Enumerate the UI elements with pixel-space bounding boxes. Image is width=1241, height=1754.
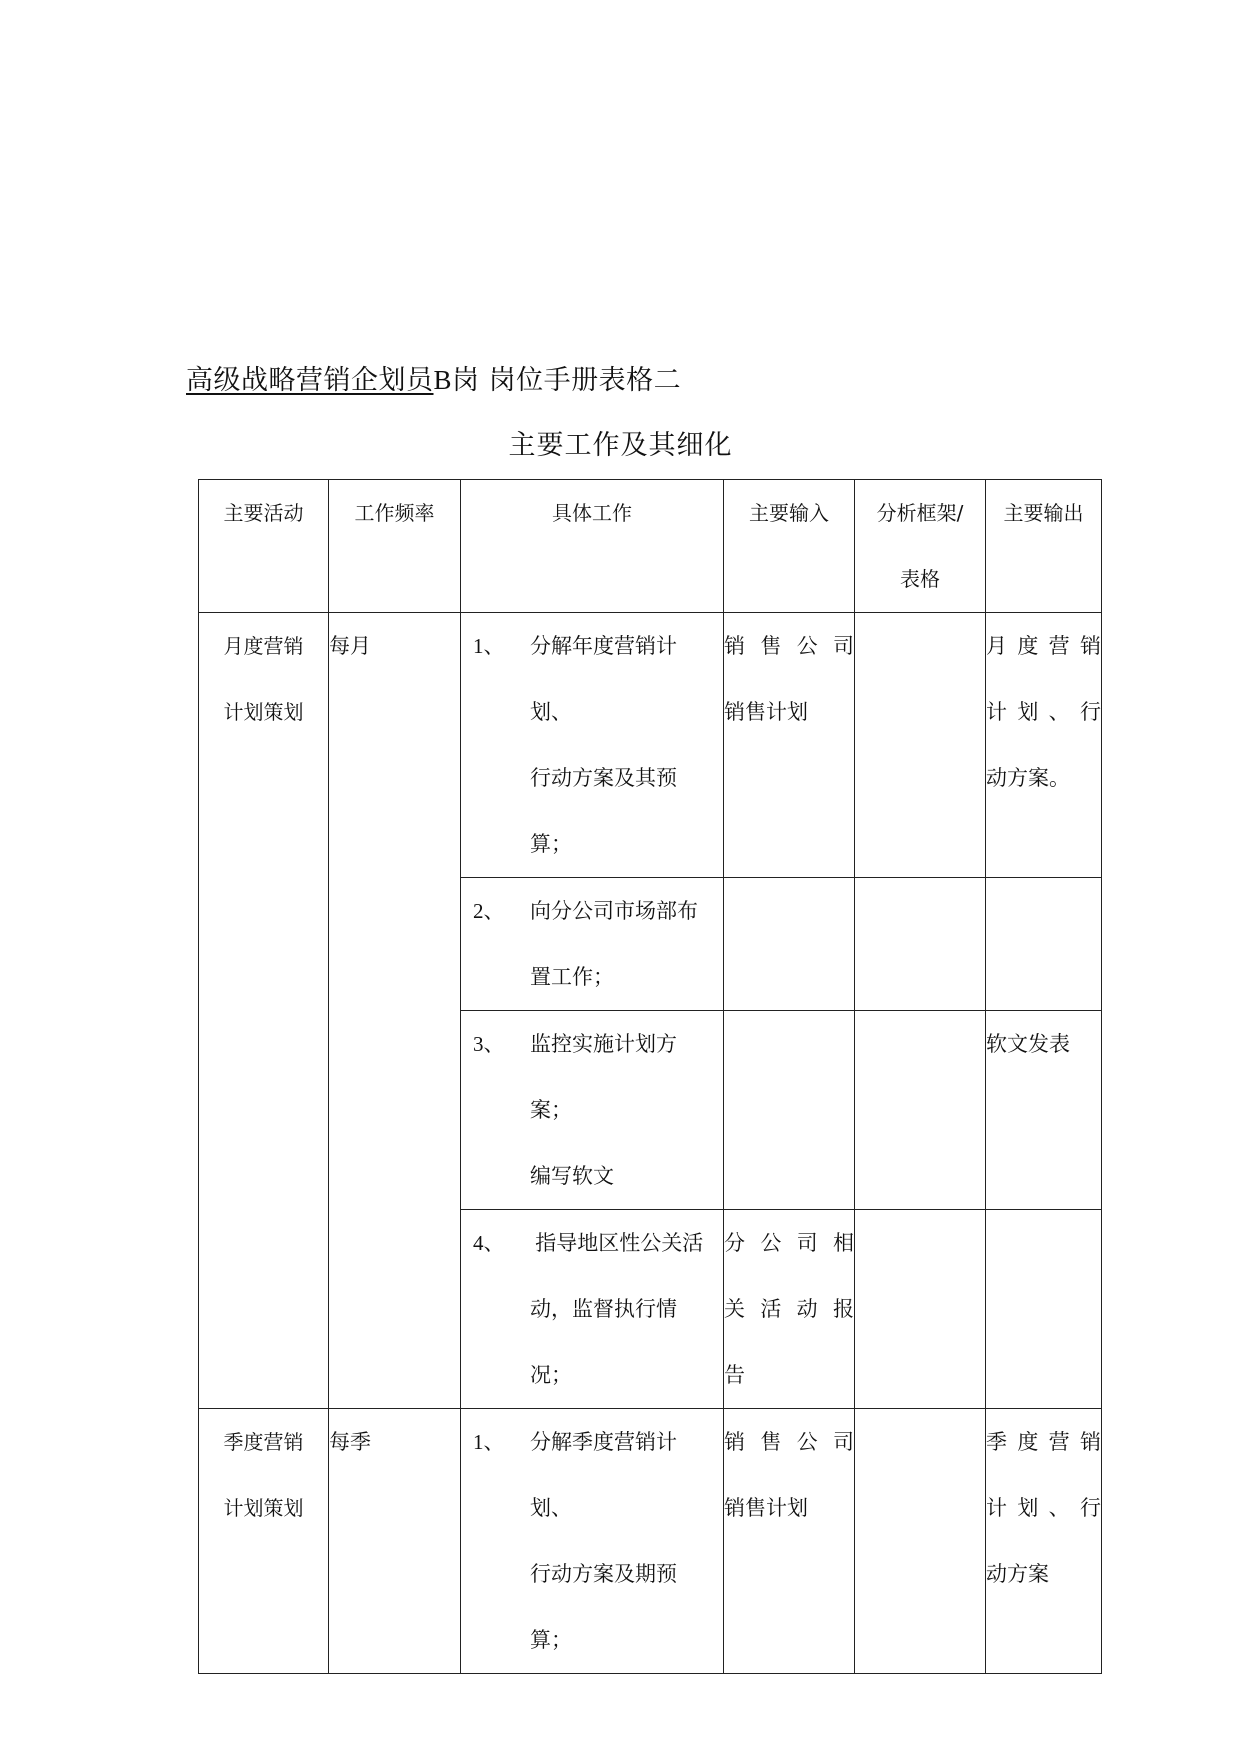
- output-cell: [986, 878, 1102, 1011]
- header-frequency: 工作频率: [329, 480, 461, 613]
- section-title: 主要工作及其细化: [508, 430, 733, 461]
- input-cell: [724, 1210, 855, 1409]
- activity-line: 季度营销: [223, 1430, 304, 1454]
- output-cell: [986, 1011, 1102, 1210]
- header-work: 具体工作: [461, 480, 724, 613]
- task-number: 1、: [473, 634, 505, 658]
- document-title-rest: 岗 岗位手册表格二: [452, 365, 682, 396]
- task-line: 动，监督执行情况；: [530, 1297, 677, 1387]
- task-line: 分解季度营销计划、: [530, 1430, 677, 1520]
- framework-cell: [855, 1210, 986, 1409]
- task-line: 行动方案及期预: [530, 1562, 677, 1586]
- header-framework-line2: 表格: [900, 567, 940, 591]
- input-cell: [724, 1011, 855, 1210]
- output-line: 计划、行: [986, 1496, 1101, 1520]
- work-cell: [461, 1011, 724, 1210]
- document-title: [186, 362, 681, 399]
- frequency-cell: 每季: [329, 1409, 461, 1674]
- work-cell: [461, 1210, 724, 1409]
- input-cell: [724, 1409, 855, 1674]
- table-header-row: [199, 480, 1102, 613]
- task-line: 分解年度营销计划、: [530, 634, 677, 724]
- work-cell: [461, 613, 724, 878]
- task-number: 1、: [473, 1430, 505, 1454]
- input-line: 销售公司: [724, 634, 854, 658]
- framework-cell: [855, 613, 986, 878]
- output-cell: [986, 1409, 1102, 1674]
- task-number: 3、: [473, 1032, 505, 1056]
- output-line: 动方案: [986, 1562, 1049, 1586]
- task-line: 置工作；: [530, 965, 614, 989]
- output-line: 动方案。: [986, 766, 1070, 790]
- activity-line: 计划策划: [223, 700, 304, 724]
- document-title-underlined: 高级战略营销企划员: [186, 365, 434, 396]
- table-row: [199, 1409, 1102, 1674]
- work-cell: [461, 878, 724, 1011]
- header-framework-line1: 分析框架/: [876, 501, 964, 525]
- activity-line: 计划策划: [223, 1496, 304, 1520]
- output-line: 月度营销: [986, 634, 1101, 658]
- task-line: 编写软文: [530, 1164, 614, 1188]
- task-line: 监控实施计划方案；: [530, 1032, 677, 1122]
- document-title-latin: B: [433, 365, 453, 395]
- output-cell: [986, 613, 1102, 878]
- input-line: 销售公司: [724, 1430, 854, 1454]
- framework-cell: [855, 1011, 986, 1210]
- task-line: 指导地区性公关活: [530, 1231, 704, 1255]
- task-line: 算；: [530, 832, 572, 856]
- header-input: 主要输入: [724, 480, 855, 613]
- work-breakdown-table: [198, 479, 1102, 1674]
- output-line: 计划、行: [986, 700, 1101, 724]
- work-cell: [461, 1409, 724, 1674]
- input-line: 分公司相: [724, 1231, 854, 1255]
- table-row: [199, 613, 1102, 878]
- activity-line: 月度营销: [223, 634, 304, 658]
- output-line: 软文发表: [986, 1032, 1070, 1056]
- framework-cell: [855, 878, 986, 1011]
- header-output: 主要输出: [986, 480, 1102, 613]
- input-cell: [724, 878, 855, 1011]
- task-line: 行动方案及其预: [530, 766, 677, 790]
- input-line: 销售计划: [724, 1496, 808, 1520]
- activity-cell: [199, 1409, 329, 1674]
- task-number: 4、: [473, 1231, 505, 1255]
- task-line: 向分公司市场部布: [530, 899, 698, 923]
- input-line: 关活动报: [724, 1297, 854, 1321]
- output-cell: [986, 1210, 1102, 1409]
- frequency-cell: 每月: [329, 613, 461, 1409]
- header-activity: 主要活动: [199, 480, 329, 613]
- output-line: 季度营销: [986, 1430, 1101, 1454]
- input-line: 告: [724, 1363, 745, 1387]
- activity-cell: [199, 613, 329, 1409]
- header-framework: [855, 480, 986, 613]
- framework-cell: [855, 1409, 986, 1674]
- task-line: 算；: [530, 1628, 572, 1652]
- task-number: 2、: [473, 899, 505, 923]
- input-line: 销售计划: [724, 700, 808, 724]
- input-cell: [724, 613, 855, 878]
